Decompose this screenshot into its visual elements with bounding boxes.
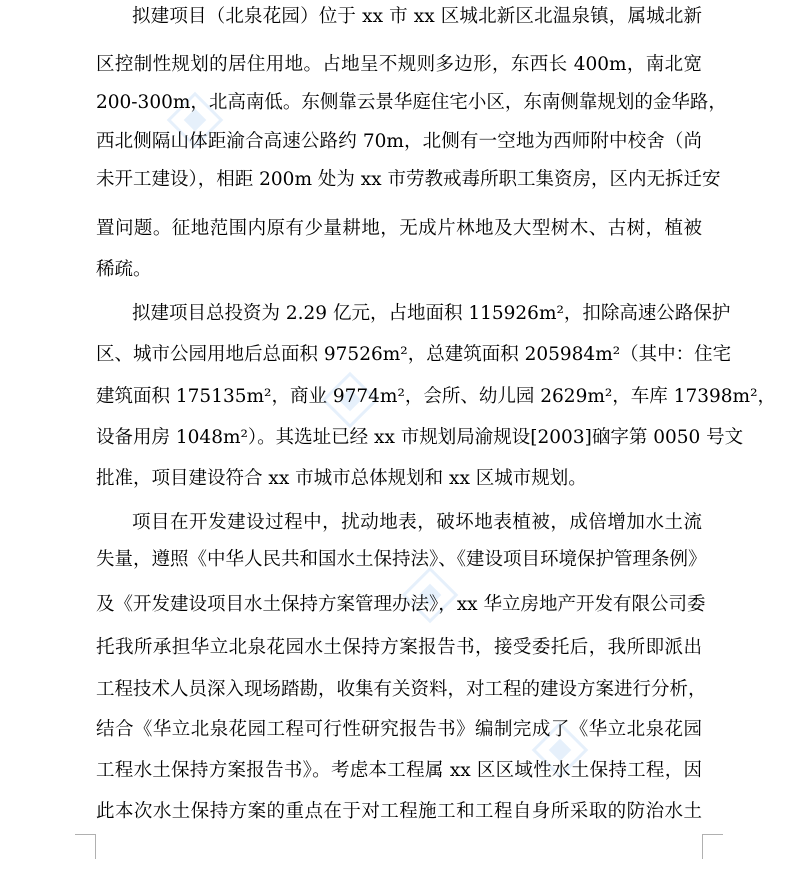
paragraph-1-line: 200-300m，北高南低。东侧靠云景华庭住宅小区，东南侧靠规划的金华路， — [96, 92, 727, 113]
paragraph-2-line: 设备用房 1048m²）。其选址已经 xx 市规划局渝规设[2003]硇字第 0050 号文 — [96, 427, 744, 448]
paragraph-1-line: 拟建项目（北泉花园）位于 xx 市 xx 区城北新区北温泉镇，属城北新 — [132, 6, 702, 27]
paragraph-3-line: 此本次水土保持方案的重点在于对工程施工和工程自身所采取的防治水土 — [96, 801, 702, 822]
page-margin-corner-right — [702, 834, 723, 859]
paragraph-2-line: 区、城市公园用地后总面积 97526m²，总建筑面积 205984m²（其中：住宅 — [96, 344, 732, 365]
paragraph-2-line: 建筑面积 175135m²，商业 9774m²，会所、幼儿园 2629m²，车库 17398m²， — [96, 386, 776, 407]
paragraph-3-line: 工程水土保持方案报告书》。考虑本工程属 xx 区区域性水土保持工程，因 — [96, 760, 702, 781]
paragraph-1-line: 稀疏。 — [96, 259, 152, 280]
page-margin-corner-left — [75, 834, 96, 859]
paragraph-3-line: 失量，遵照《中华人民共和国水土保持法》、《建设项目环境保护管理条例》 — [96, 549, 707, 570]
paragraph-3-line: 项目在开发建设过程中，扰动地表，破坏地表植被，成倍增加水土流 — [132, 512, 702, 533]
paragraph-2-line: 拟建项目总投资为 2.29 亿元，占地面积 115926m²，扣除高速公路保护 — [132, 303, 731, 324]
paragraph-3-line: 及《开发建设项目水土保持方案管理办法》，xx 华立房地产开发有限公司委 — [96, 594, 706, 615]
paragraph-1-line: 西北侧隔山体距渝合高速公路约 70m，北侧有一空地为西师附中校舍（尚 — [96, 131, 702, 152]
paragraph-1-line: 区控制性规划的居住用地。占地呈不规则多边形，东西长 400m，南北宽 — [96, 54, 702, 75]
paragraph-3-line: 托我所承担华立北泉花园水土保持方案报告书，接受委托后，我所即派出 — [96, 637, 702, 658]
paragraph-1-line: 未开工建设），相距 200m 处为 xx 市劳教戒毒所职工集资房，区内无拆迁安 — [96, 169, 721, 190]
paragraph-2-line: 批准，项目建设符合 xx 市城市总体规划和 xx 区城市规划。 — [96, 468, 587, 489]
paragraph-1-line: 置问题。征地范围内原有少量耕地，无成片林地及大型树木、古树，植被 — [96, 218, 702, 239]
paragraph-3-line: 工程技术人员深入现场踏勘，收集有关资料，对工程的建设方案进行分析， — [96, 679, 707, 700]
paragraph-3-line: 结合《华立北泉花园工程可行性研究报告书》编制完成了《华立北泉花园 — [96, 719, 702, 740]
